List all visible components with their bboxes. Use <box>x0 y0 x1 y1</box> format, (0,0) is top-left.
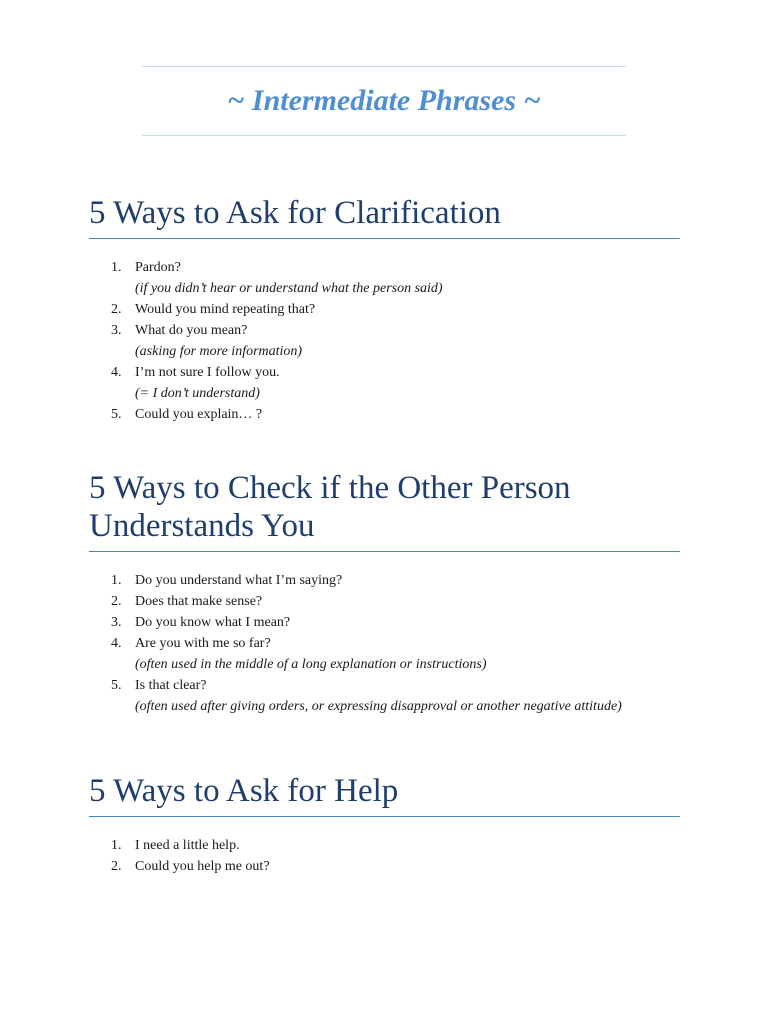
item-text: Would you mind repeating that? <box>135 302 316 317</box>
item-text: Does that make sense? <box>135 594 263 609</box>
section-check-understanding <box>89 469 680 717</box>
list-item <box>89 856 680 877</box>
item-note: (asking for more information) <box>135 344 303 359</box>
phrase-list <box>89 257 680 425</box>
item-text: Could you explain… ? <box>135 407 263 422</box>
item-number: 3. <box>111 323 122 338</box>
section-heading: 5 Ways to Ask for Help <box>89 772 680 817</box>
list-item <box>89 835 680 856</box>
title-block <box>142 66 626 136</box>
item-text: Could you help me out? <box>135 859 270 874</box>
item-number: 2. <box>111 594 122 609</box>
list-item <box>89 404 680 425</box>
list-item <box>89 612 680 633</box>
item-text: Pardon? <box>135 260 181 275</box>
item-number: 4. <box>111 365 122 380</box>
list-item <box>89 299 680 320</box>
item-text: I’m not sure I follow you. <box>135 365 280 380</box>
list-item <box>89 591 680 612</box>
item-note: (= I don’t understand) <box>135 386 260 401</box>
item-number: 5. <box>111 407 122 422</box>
item-note: (often used after giving orders, or expressing disapproval or another negative attitude) <box>135 699 622 714</box>
item-text: What do you mean? <box>135 323 248 338</box>
item-number: 2. <box>111 302 122 317</box>
phrase-list <box>89 835 680 877</box>
list-item <box>89 570 680 591</box>
item-note: (often used in the middle of a long explanation or instructions) <box>135 657 487 672</box>
item-number: 5. <box>111 678 122 693</box>
item-text: Do you know what I mean? <box>135 615 291 630</box>
title-bottom-rule <box>142 135 626 136</box>
item-number: 1. <box>111 838 122 853</box>
section-heading: 5 Ways to Ask for Clarification <box>89 194 680 239</box>
item-number: 1. <box>111 260 122 275</box>
item-note: (if you didn’t hear or understand what the person said) <box>135 281 443 296</box>
section-heading: 5 Ways to Check if the Other Person Understands You <box>89 469 680 552</box>
item-text: Is that clear? <box>135 678 207 693</box>
item-number: 1. <box>111 573 122 588</box>
item-text: Are you with me so far? <box>135 636 271 651</box>
list-item <box>89 362 680 404</box>
section-ask-for-help <box>89 772 680 877</box>
item-text: Do you understand what I’m saying? <box>135 573 343 588</box>
list-item <box>89 320 680 362</box>
item-number: 2. <box>111 859 122 874</box>
list-item <box>89 633 680 675</box>
page-title: ~ Intermediate Phrases ~ <box>227 84 541 117</box>
item-number: 3. <box>111 615 122 630</box>
list-item <box>89 257 680 299</box>
phrase-list <box>89 570 680 717</box>
item-number: 4. <box>111 636 122 651</box>
list-item <box>89 675 680 717</box>
item-text: I need a little help. <box>135 838 240 853</box>
section-ask-for-clarification <box>89 194 680 425</box>
